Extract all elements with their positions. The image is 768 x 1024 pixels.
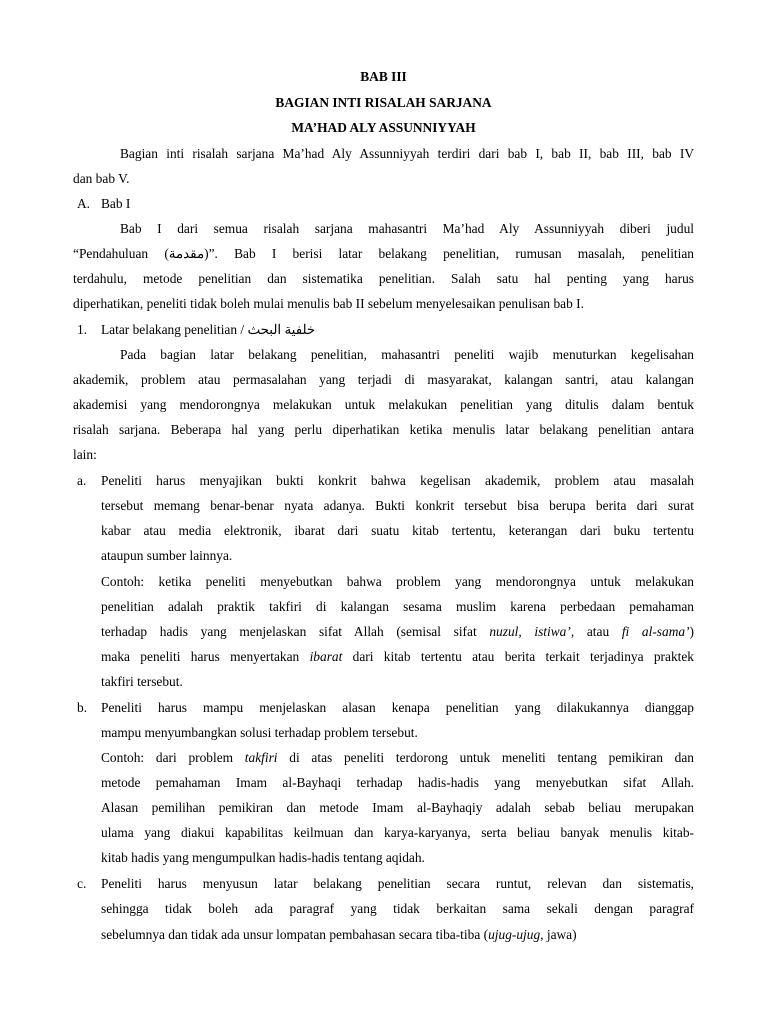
point-c-marker: c.	[77, 876, 87, 891]
point-a-line-3: kabar atau media elektronik, ibarat dari suatu kitab tertentu, keterangan dari buku tertentu	[101, 523, 694, 538]
point-a-example-5: takfiri tersebut.	[101, 674, 183, 689]
point-b-example-3: Alasan pemilihan pemikiran dan metode Imam al-Bayhaqiy adalah sebab beliau merupakan	[101, 800, 694, 815]
item-1-marker: 1.	[77, 322, 88, 337]
bab1-line-4: diperhatikan, peneliti tidak boleh mulai menulis bab II sebelum menyelesaikan penulisan bab I.	[73, 296, 584, 311]
point-a-example-2: penelitian adalah praktik takfiri di kalangan sesama muslim karena perbedaan pemahaman	[101, 599, 694, 614]
section-a-marker: A.	[77, 196, 91, 211]
point-b-line-1: Peneliti harus mampu menjelaskan alasan kenapa penelitian yang dilakukannya dianggap	[101, 700, 694, 715]
point-b-example-1: Contoh: dari problem takfiri di atas peneliti terdorong untuk meneliti tentang pemikiran dan	[101, 750, 694, 765]
chapter-title: BAB III	[360, 69, 407, 84]
point-c-line-3: sebelumnya dan tidak ada unsur lompatan pembahasan secara tiba-tiba (ujug-ujug, jawa)	[101, 927, 577, 942]
point-b-marker: b.	[77, 700, 88, 715]
point-b-example-2: metode pemahaman Imam al-Bayhaqi terhadap hadis-hadis yang menyebutkan sifat Allah.	[101, 775, 694, 790]
latar-line-4: risalah sarjana. Beberapa hal yang perlu diperhatikan ketika menulis latar belakang penelitian antara	[73, 422, 694, 437]
point-a-line-4: ataupun sumber lainnya.	[101, 548, 233, 563]
institution-title: MA’HAD ALY ASSUNNIYYAH	[291, 120, 476, 135]
item-1-heading: Latar belakang penelitian / خلفية البحث	[101, 322, 316, 337]
latar-line-3: akademisi yang mendorongnya melakukan untuk melakukan penelitian yang ditulis dalam bentuk	[73, 397, 694, 412]
chapter-subtitle: BAGIAN INTI RISALAH SARJANA	[275, 95, 492, 110]
latar-line-5: lain:	[73, 447, 97, 462]
point-c-line-1: Peneliti harus menyusun latar belakang penelitian secara runtut, relevan dan sistematis,	[101, 876, 694, 891]
intro-line-2: dan bab V.	[73, 171, 130, 186]
point-b-line-2: mampu menyumbangkan solusi terhadap problem tersebut.	[101, 725, 418, 740]
point-a-example-3: terhadap hadis yang menjelaskan sifat Allah (semisal sifat nuzul, istiwa’, atau fi al-sama’)	[101, 624, 694, 639]
arabic-muqaddimah: مقدمة	[168, 246, 205, 261]
point-b-example-4: ulama yang diakui kapabilitas keilmuan dan karya-karyanya, serta beliau banyak menulis kitab-	[101, 825, 694, 840]
point-b-example-5: kitab hadis yang mengumpulkan hadis-hadis tentang aqidah.	[101, 850, 425, 865]
arabic-khalfiyyah: خلفية البحث	[247, 322, 316, 337]
intro-line-1: Bagian inti risalah sarjana Ma’had Aly Assunniyyah terdiri dari bab I, bab II, bab III, bab IV	[120, 146, 694, 161]
point-a-line-2: tersebut memang benar-benar nyata adanya. Bukti konkrit tersebut bisa berupa berita dari surat	[101, 498, 694, 513]
point-c-line-2: sehingga tidak boleh ada paragraf yang tidak berkaitan sama sekali dengan paragraf	[101, 901, 694, 916]
point-a-line-1: Peneliti harus menyajikan bukti konkrit bahwa kegelisan akademik, problem atau masalah	[101, 473, 694, 488]
bab1-line-3: terdahulu, metode penelitian dan sistematika penelitian. Salah satu hal penting yang harus	[73, 271, 694, 286]
section-a-heading: Bab I	[101, 196, 131, 211]
bab1-line-2: “Pendahuluan (مقدمة)”. Bab I berisi latar belakang penelitian, rumusan masalah, penelitian	[73, 246, 694, 261]
point-a-example-1: Contoh: ketika peneliti menyebutkan bahwa problem yang mendorongnya untuk melakukan	[101, 574, 694, 589]
bab1-line-1: Bab I dari semua risalah sarjana mahasantri Ma’had Aly Assunniyyah diberi judul	[120, 221, 694, 236]
latar-line-2: akademik, problem atau permasalahan yang terjadi di masyarakat, kalangan santri, atau kalangan	[73, 372, 694, 387]
point-a-marker: a.	[77, 473, 87, 488]
latar-line-1: Pada bagian latar belakang penelitian, mahasantri peneliti wajib menuturkan kegelisahan	[120, 347, 694, 362]
point-a-example-4: maka peneliti harus menyertakan ibarat dari kitab tertentu atau berita terkait terjadinya praktek	[101, 649, 694, 664]
